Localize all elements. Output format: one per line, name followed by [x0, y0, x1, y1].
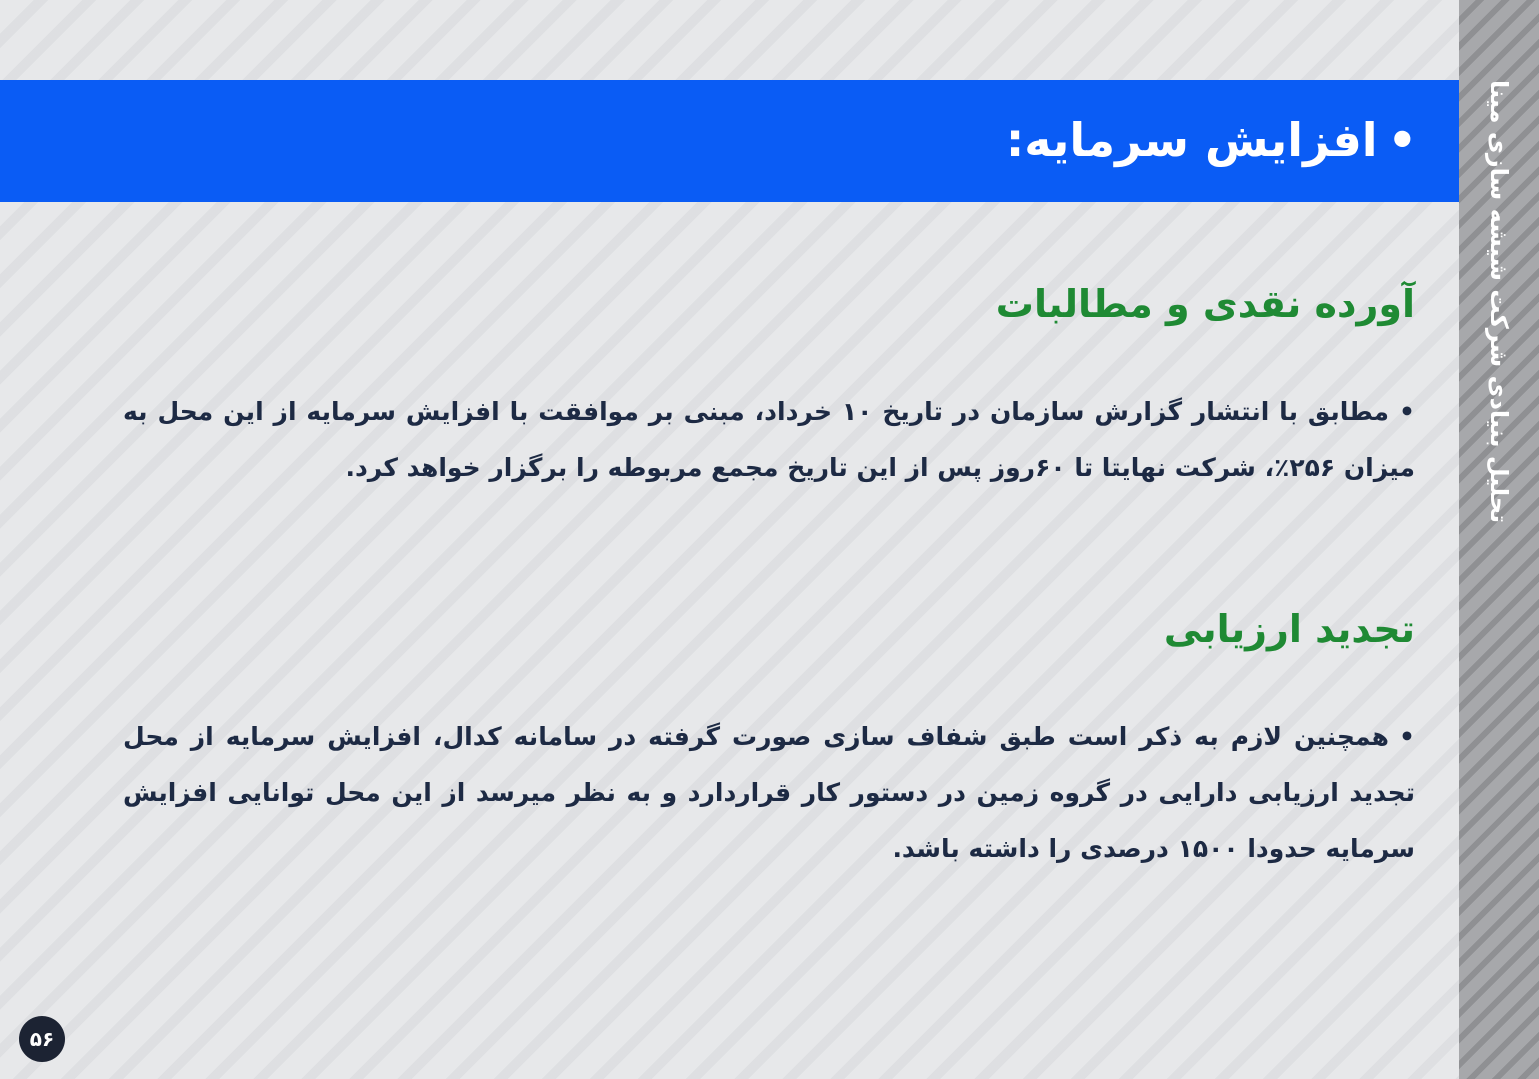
section-heading: آورده نقدی و مطالبات — [995, 282, 1415, 326]
paragraph-bullet: • — [1399, 397, 1415, 426]
title-bullet: • — [1387, 113, 1417, 167]
section-revaluation — [123, 601, 1415, 877]
section-paragraph — [123, 384, 1415, 496]
side-strip — [1459, 0, 1539, 1079]
paragraph-text: همچنین لازم به ذکر است طبق شفاف سازی صورت گرفته در سامانه کدال، افزایش سرمایه از محل تجدید ارزیابی دارایی در گروه زمین در دستور کار قراردارد و به نظر میرسد از این محل توانایی افزایش سرمایه حدودا ۱۵۰۰ درصدی را داشته باشد. — [123, 722, 1415, 863]
paragraph-text: مطابق با انتشار گزارش سازمان در تاریخ ۱۰ خرداد، مبنی بر موافقت با افزایش سرمایه از این محل به میزان ۲۵۶٪، شرکت نهایتا تا ۶۰روز پس از این تاریخ مجمع مربوطه را برگزار خواهد کرد. — [123, 397, 1415, 482]
document-title-vertical: تحلیل بنیادی شرکت شیشه سازی مینا — [1485, 80, 1513, 524]
paragraph-bullet: • — [1399, 722, 1415, 751]
section-paragraph — [123, 709, 1415, 877]
page-title-text: افزایش سرمایه: — [1005, 113, 1378, 167]
page-number-badge: ۵۶ — [19, 1016, 65, 1062]
section-cash-contribution — [123, 276, 1415, 496]
page-title — [1006, 108, 1417, 172]
section-heading: تجدید ارزیابی — [1163, 607, 1415, 651]
